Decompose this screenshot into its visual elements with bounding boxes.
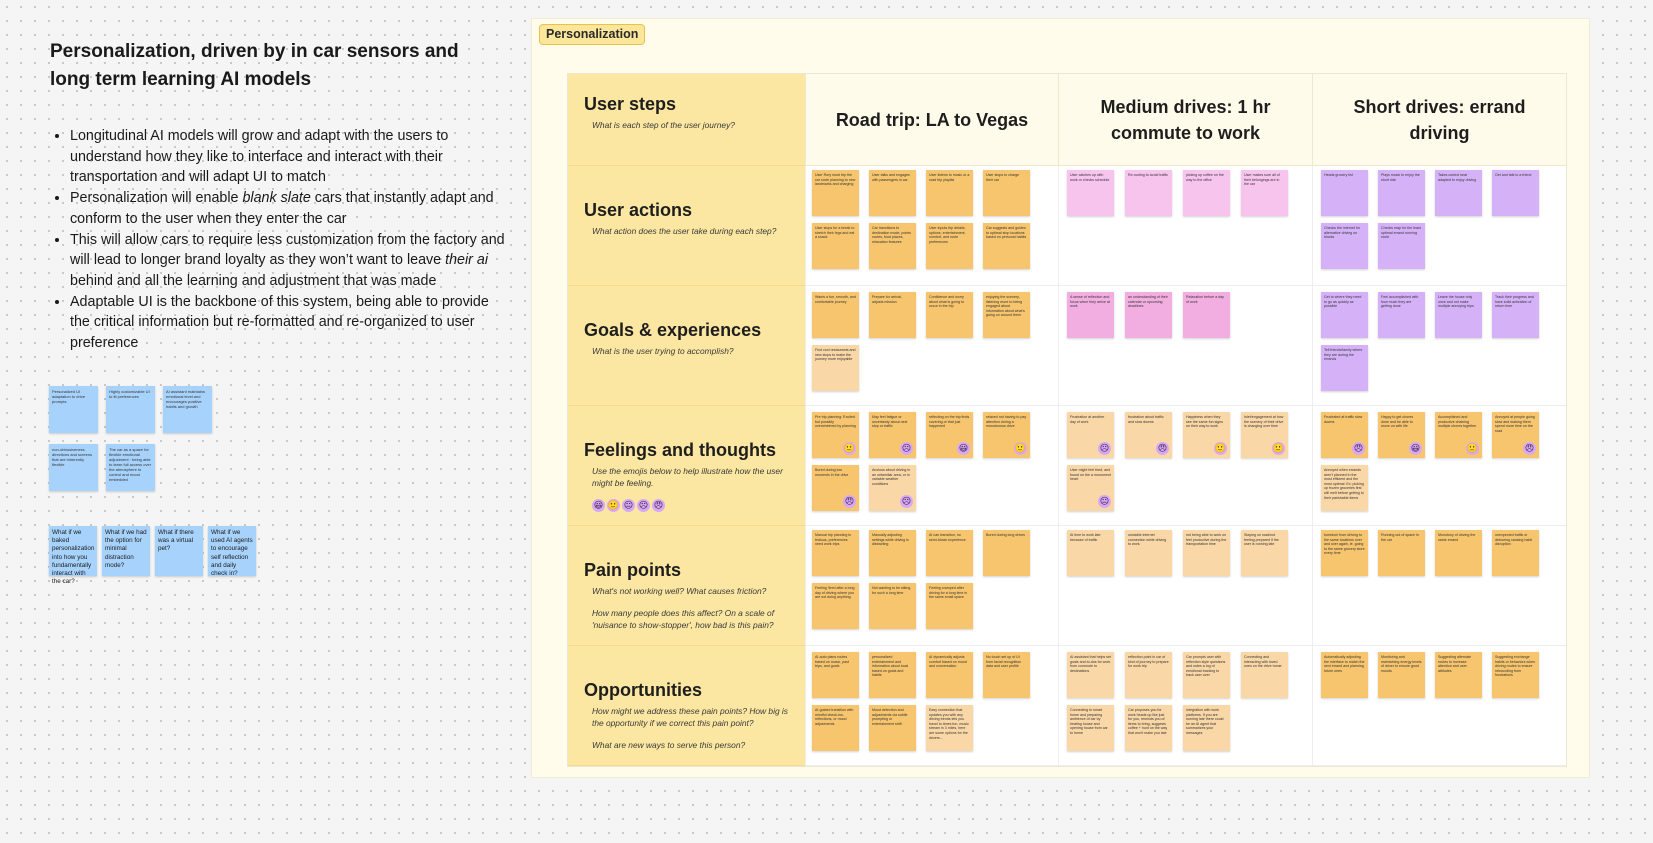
sticky-note[interactable] bbox=[1241, 170, 1288, 216]
sticky-note[interactable] bbox=[1125, 292, 1172, 338]
sticky-note[interactable] bbox=[1378, 170, 1425, 216]
sticky-note-text: AI-auto plans routes based on music, past trips, and goals bbox=[815, 655, 849, 669]
journey-cell bbox=[805, 406, 1058, 526]
row-header-subtitle: What action does the user take during each step? bbox=[592, 226, 777, 236]
sticky-note-text: Bored during long drives bbox=[986, 533, 1025, 537]
sticky-note-text: Heads grocery list bbox=[1324, 173, 1353, 177]
sticky-note-text: Suggesting exchange habits or behaviors when driving routes to ensure rebounding from frustrations bbox=[1495, 655, 1535, 678]
sticky-note-text: Running out of space in the car bbox=[1381, 533, 1419, 542]
sticky-note-text: boredom from driving to the same locations over and over again, ie. going to the same grocery store every time bbox=[1324, 533, 1365, 556]
emoji-sticker-icon[interactable]: 😐 bbox=[1099, 496, 1110, 506]
sticky-note[interactable] bbox=[869, 170, 916, 216]
question-sticky-note[interactable]: What if we used AI agents to encourage self reflection and daily check in? bbox=[208, 526, 256, 576]
sticky-note[interactable] bbox=[926, 412, 973, 458]
sticky-note-text: User stops to charge their car bbox=[986, 173, 1020, 182]
sticky-note[interactable] bbox=[1435, 170, 1482, 216]
sticky-note-text: Leave the house only once and not make multiple annoying trips bbox=[1438, 295, 1474, 309]
row-header-title: Feelings and thoughts bbox=[584, 440, 776, 460]
journey-cell bbox=[805, 526, 1058, 646]
sticky-note-text: Feeling 'tired after a long day of driving where you are not doing anything bbox=[815, 586, 855, 600]
emoji-sticker-icon[interactable]: 😠 bbox=[1157, 443, 1168, 453]
question-sticky-note[interactable]: What if we had the option for minimal distraction mode? bbox=[102, 526, 150, 576]
sticky-note[interactable] bbox=[1435, 292, 1482, 338]
intro-bullet-list bbox=[50, 126, 510, 354]
emoji-sticker-icon[interactable]: 😃 bbox=[958, 443, 969, 453]
row-header-title: Goals & experiences bbox=[584, 320, 762, 340]
sticky-note[interactable] bbox=[926, 705, 973, 751]
sticky-note[interactable] bbox=[812, 223, 859, 269]
column-header: Road trip: LA to Vegas bbox=[805, 74, 1058, 166]
sticky-note-text: Car prompts user with reflection style questions and notes a log of emotional tracking to track user over bbox=[1186, 655, 1226, 678]
sticky-note-text: Manually adjusting settings while driving is distracting bbox=[872, 533, 909, 547]
sticky-note-text: A sense of reflection and focus when they arrive at work bbox=[1070, 295, 1110, 309]
sticky-note[interactable] bbox=[983, 292, 1030, 338]
sticky-note[interactable] bbox=[1492, 292, 1539, 338]
sticky-note-text: Checks the internet for alternative driving on blocks bbox=[1324, 226, 1361, 240]
emoji-sticker-icon[interactable]: 🙂 bbox=[1214, 443, 1227, 453]
sticky-note[interactable] bbox=[1067, 170, 1114, 216]
row-header-user-steps bbox=[568, 74, 805, 166]
sticky-note-text: personalized entertainment and information about local based on goals and habits bbox=[872, 655, 909, 678]
sticky-note[interactable] bbox=[983, 652, 1030, 698]
sticky-note[interactable] bbox=[812, 465, 859, 511]
sticky-note[interactable] bbox=[869, 530, 916, 576]
sticky-note-text: not being able to work on feel productive during the transportation time bbox=[1186, 533, 1227, 547]
sticky-note[interactable] bbox=[1435, 530, 1482, 576]
sticky-note-text: AI can transition, no semi-blown experience bbox=[929, 533, 966, 542]
intro-bullet bbox=[70, 292, 510, 354]
journey-cell bbox=[1058, 286, 1312, 406]
emoji-sticker-icon[interactable]: 😠 bbox=[1353, 443, 1364, 453]
journey-cell bbox=[1058, 166, 1312, 286]
sticky-note[interactable]: AI assistant maintains emotional level and encourages positive habits and growth bbox=[163, 386, 212, 433]
sticky-note-text: Feeling cramped after driving for a long time in the same small space bbox=[929, 586, 968, 600]
emoji-sticker-icon[interactable]: 😠 bbox=[653, 500, 664, 510]
sticky-note-text: Happy to get chores done and be able to move on with life bbox=[1381, 415, 1414, 429]
sticky-note-text: User catches up with work or checks schedule bbox=[1070, 173, 1110, 182]
page-title: Personalization, driven by in car sensors and long term learning AI models bbox=[50, 41, 459, 90]
sticky-note[interactable] bbox=[1183, 652, 1230, 698]
sticky-note-text: AI-guided transition with mindful check-ins, reflections, or mood adjustments bbox=[815, 708, 854, 726]
sticky-note[interactable] bbox=[983, 530, 1030, 576]
sticky-note-text: Tell friends/family where they are during the errands bbox=[1324, 348, 1363, 362]
emoji-sticker-icon[interactable]: ☹ bbox=[638, 500, 649, 510]
sticky-note-text: Not wanting to be sitting for such a long time bbox=[872, 586, 911, 595]
emoji-sticker-icon[interactable]: ☹ bbox=[901, 443, 912, 453]
intro-bullet bbox=[70, 126, 510, 188]
sticky-note-text: Car transitions to destination mode, points routes, food places, relaxation features bbox=[872, 226, 911, 244]
sticky-note[interactable] bbox=[812, 530, 859, 576]
sticky-note-text: Plays music to enjoy the short ride bbox=[1381, 173, 1420, 182]
sticky-note[interactable] bbox=[869, 652, 916, 698]
sticky-note-text: AI assistant that helps set goals and to-dos for work from commute to destinations bbox=[1070, 655, 1111, 673]
sticky-note-text: Automatically adjusting the interface to match the next errand and planning future ones bbox=[1324, 655, 1365, 673]
question-sticky-note[interactable]: What if there was a virtual pet? bbox=[155, 526, 203, 576]
row-header-subtitle: What's not working well? What causes friction? bbox=[592, 586, 767, 596]
sticky-note[interactable] bbox=[1067, 530, 1114, 576]
sticky-note[interactable] bbox=[1241, 530, 1288, 576]
row-header-subtitle: What is each step of the user journey? bbox=[592, 120, 735, 130]
sticky-note[interactable] bbox=[1183, 530, 1230, 576]
sticky-note-text: frustration about traffic and slow downs bbox=[1128, 415, 1164, 424]
sticky-note[interactable] bbox=[926, 583, 973, 629]
emoji-sticker-icon[interactable]: 🙂 bbox=[1272, 443, 1285, 453]
bullet-text: Longitudinal AI models will grow and adapt with the users to understand how they like to interface and interact with their transportation and will adapt UI to match bbox=[70, 128, 449, 186]
sticky-note[interactable]: Personalized UI adaptation to drive prompts bbox=[49, 386, 98, 433]
sticky-note-text: Monotony of driving the same errand bbox=[1438, 533, 1476, 542]
sticky-note[interactable] bbox=[1125, 530, 1172, 576]
sticky-note-text: Anxious about driving in an unfamiliar area, or in variable weather conditions bbox=[872, 468, 911, 486]
sticky-note-text: Checks map for the least optimal errand running route bbox=[1381, 226, 1421, 240]
sticky-note[interactable] bbox=[926, 652, 973, 698]
emoji-sticker-icon[interactable]: 🙂 bbox=[607, 500, 620, 510]
sticky-note-text: Car proposes you for work heads up like just for you, reminds you of items to bring, suggests coffee + hunt on the way that won't make you late bbox=[1128, 708, 1168, 735]
sticky-note[interactable] bbox=[1321, 345, 1368, 391]
sticky-note[interactable] bbox=[869, 412, 916, 458]
sticky-note[interactable] bbox=[1125, 652, 1172, 698]
sticky-note-text: No touch set up of UI from facial recognition data and user profile bbox=[986, 655, 1022, 669]
sticky-note-text: Connecting and interacting with loved ones on the drive home bbox=[1244, 655, 1282, 669]
row-header-subtitle: What is the user trying to accomplish? bbox=[592, 346, 734, 356]
emoji-sticker-icon[interactable]: 😃 bbox=[1410, 443, 1421, 453]
emoji-sticker-icon[interactable]: 😠 bbox=[1524, 443, 1535, 453]
sticky-note-text: Get and talk to a friend bbox=[1495, 173, 1532, 177]
sticky-note-text: User talks and engages with passengers in car bbox=[872, 173, 910, 182]
sticky-note-text: Re-routing to avoid traffic bbox=[1128, 173, 1169, 177]
row-header-feelings-and-thoughts bbox=[568, 406, 805, 526]
column-header: Short drives: errand driving bbox=[1312, 74, 1566, 166]
emoji-sticker-icon[interactable]: 😃 bbox=[593, 500, 604, 510]
question-sticky-note[interactable]: What if we baked personalization into how you fundamentally interact with the car? bbox=[49, 526, 97, 576]
row-header-subtitle: Use the emojis below to help illustrate how the user might be feeling. bbox=[592, 466, 783, 488]
sticky-note[interactable] bbox=[1321, 465, 1368, 511]
sticky-note-text: Happiness when they see the same fun signs on their way to work bbox=[1186, 415, 1223, 429]
row-header-pain-points bbox=[568, 526, 805, 646]
sticky-note-text: reflecting on the trip finds covering or that just happened bbox=[929, 415, 970, 429]
row-header-goals-experiences bbox=[568, 286, 805, 406]
sticky-note[interactable] bbox=[1183, 292, 1230, 338]
sticky-note[interactable] bbox=[1125, 705, 1172, 751]
sticky-note[interactable] bbox=[812, 170, 859, 216]
sticky-note[interactable] bbox=[1067, 705, 1114, 751]
sticky-note[interactable] bbox=[1321, 292, 1368, 338]
sticky-note-text: Annoyed at people going slow and making them spend more time on the road bbox=[1495, 415, 1535, 433]
row-header-subtitle: How might we address these pain points? How big is the opportunity if we correct this pain point? bbox=[592, 706, 788, 728]
sticky-note-text: Accomplished and productive chaining multiple chores together bbox=[1438, 415, 1477, 429]
row-header-title: User actions bbox=[584, 200, 693, 220]
sticky-note-text: an understanding of their calendar or upcoming deadlines bbox=[1128, 295, 1168, 309]
bullet-text: This will allow cars to require less customization from the factory and will lead to longer brand loyalty as they won’t want to leave bbox=[70, 231, 505, 269]
sticky-note-text: Prepare for arrival, adjusts mission bbox=[872, 295, 902, 304]
bullet-emphasis: blank slate bbox=[242, 190, 311, 207]
sticky-note-text: Bored during low moments in the drive bbox=[815, 468, 849, 477]
sticky-note[interactable] bbox=[1067, 412, 1114, 458]
sticky-note[interactable] bbox=[812, 705, 859, 751]
sticky-note-text: Easy connection that updates you with any driving trends lets you travel to times fun, music stream in 3 miles, here are some options for the drivers... bbox=[929, 708, 969, 740]
sticky-note-text: Track their progress and have solid activation of return time bbox=[1495, 295, 1534, 309]
sticky-note-text: User inputs trip details, options, entertainment, comfort, and route preferences bbox=[929, 226, 966, 244]
sticky-note[interactable] bbox=[983, 223, 1030, 269]
sticky-note-text: Inlet/engagement at how the scenery of their drive is changing over time bbox=[1244, 415, 1284, 429]
sticky-note-text: Takes control seat adapted to enjoy driving bbox=[1438, 173, 1477, 182]
journey-cell bbox=[1058, 526, 1312, 646]
intro-bullet bbox=[70, 230, 510, 292]
bullet-text: Adaptable UI is the backbone of this system, being able to provide the critical information but re-formatted and re-organized to user preference bbox=[70, 293, 489, 352]
row-header-subtitle: What are new ways to serve this person? bbox=[592, 740, 746, 750]
sticky-note-text: reflection point in car of kind of journey to prepare for work trip bbox=[1128, 655, 1169, 669]
emoji-sticker-icon[interactable]: ☹ bbox=[901, 496, 912, 506]
journey-cell bbox=[1058, 646, 1312, 766]
sticky-note-text: Pre trip planning: Excited but possibly overwhelmed by planning bbox=[815, 415, 856, 429]
sticky-note[interactable] bbox=[1435, 412, 1482, 458]
sticky-note[interactable] bbox=[1321, 223, 1368, 269]
sticky-note-text: User makes sure all of their belongings are in the car bbox=[1244, 173, 1280, 187]
emoji-sticker-icon[interactable]: 🙂 bbox=[1466, 443, 1479, 453]
sticky-note-text: unstable internet connection while driving to work bbox=[1128, 533, 1167, 547]
sticky-note[interactable]: non-obtrusiveness directions and screens that are inherently flexible bbox=[49, 444, 98, 491]
bullet-text: behind and all the learning and adjustment that was made bbox=[70, 272, 437, 289]
sticky-note-text: User listens to music or a road trip playlist bbox=[929, 173, 970, 182]
column-header: Medium drives: 1 hr commute to work bbox=[1058, 74, 1312, 166]
sticky-note-text: Relaxation before a day of work bbox=[1186, 295, 1224, 304]
sticky-note[interactable] bbox=[812, 583, 859, 629]
sticky-note[interactable] bbox=[1378, 530, 1425, 576]
sticky-note[interactable] bbox=[812, 345, 859, 391]
sticky-note[interactable] bbox=[926, 530, 973, 576]
sticky-note[interactable]: The car as a space for flexible emotional adjustment · being able to learn full access over the atmosphere to control and mood embedded bbox=[106, 444, 155, 491]
sticky-note[interactable] bbox=[812, 652, 859, 698]
emoji-legend bbox=[592, 499, 791, 512]
intro-bullet bbox=[70, 188, 510, 229]
journey-cell bbox=[1312, 166, 1566, 286]
sticky-note[interactable] bbox=[1183, 412, 1230, 458]
sticky-note-text: Manual trip planning is tedious, preferences need work trips bbox=[815, 533, 851, 547]
sticky-note[interactable] bbox=[926, 170, 973, 216]
sticky-note-text: Frustration at another day of work bbox=[1070, 415, 1105, 424]
journey-cell bbox=[805, 646, 1058, 766]
section-label[interactable]: Personalization bbox=[539, 24, 645, 45]
sticky-note[interactable] bbox=[1067, 465, 1114, 511]
emoji-sticker-icon[interactable]: 😐 bbox=[623, 500, 634, 510]
sticky-note[interactable] bbox=[1378, 292, 1425, 338]
sticky-note-text: User stops for a break to stretch their legs and eat a snack bbox=[815, 226, 855, 240]
sticky-note-text: Wants a fun, smooth, and comfortable journey bbox=[815, 295, 856, 304]
journey-cell bbox=[805, 286, 1058, 406]
sticky-note-text: Car suggests and guides to optimal stop locations based on personal habits bbox=[986, 226, 1027, 240]
sticky-note[interactable] bbox=[1241, 412, 1288, 458]
sticky-note[interactable] bbox=[1321, 530, 1368, 576]
row-header-title: User steps bbox=[584, 94, 677, 114]
journey-cell bbox=[1312, 286, 1566, 406]
sticky-note-text: enjoying the scenery, listening more to being engaged about information about what's going on around them bbox=[986, 295, 1025, 318]
sticky-note[interactable]: Highly customizable UI to fit preferences bbox=[106, 386, 155, 433]
sticky-note-text: Get to where they need to go as quickly as possible bbox=[1324, 295, 1362, 309]
row-header-opportunities bbox=[568, 646, 805, 766]
sticky-note[interactable] bbox=[926, 292, 973, 338]
sticky-note-text: Find cool restaurants and new stops to make the journey more enjoyable bbox=[815, 348, 856, 362]
row-header-subtitle: How many people does this affect? On a scale of 'nuisance to show-stopper', how bad is this pain? bbox=[592, 608, 775, 630]
row-header-title: Pain points bbox=[584, 560, 682, 580]
sticky-note[interactable] bbox=[869, 292, 916, 338]
sticky-note-text: Monitoring and maintaining energy levels of driver to ensure good moods bbox=[1381, 655, 1422, 673]
sticky-note[interactable] bbox=[926, 223, 973, 269]
emoji-sticker-icon[interactable]: 🙂 bbox=[843, 443, 856, 453]
sticky-note[interactable] bbox=[1183, 705, 1230, 751]
sticky-note-text: Confidence and worry about what is going to occur in the trip bbox=[929, 295, 964, 309]
emoji-sticker-icon[interactable]: 😠 bbox=[844, 496, 855, 506]
sticky-note[interactable] bbox=[869, 465, 916, 511]
sticky-note[interactable] bbox=[1378, 412, 1425, 458]
sticky-note[interactable] bbox=[983, 412, 1030, 458]
journey-cell bbox=[1312, 406, 1566, 526]
sticky-note-text: May feel fatigue or uncertainty about next stop or traffic bbox=[872, 415, 908, 429]
sticky-note-text: unexpected traffic or detouring causing habit disruption bbox=[1495, 533, 1533, 547]
sticky-note-text: AI dynamically adjusts comfort based on mood and conversation bbox=[929, 655, 967, 669]
sticky-note[interactable] bbox=[1321, 652, 1368, 698]
sticky-note[interactable] bbox=[1378, 223, 1425, 269]
sticky-note[interactable] bbox=[1378, 652, 1425, 698]
sticky-note[interactable] bbox=[869, 705, 916, 751]
sticky-note-text: AI time to work late because of traffic bbox=[1070, 533, 1101, 542]
sticky-note-text: picking up coffee on the way to the office bbox=[1186, 173, 1224, 182]
bullet-text: Personalization will enable bbox=[70, 190, 243, 207]
bullet-text: cars that instantly adapt and conform to the user when they enter the car bbox=[70, 190, 494, 227]
sticky-note-text: Frustrated at traffic slow downs bbox=[1324, 415, 1363, 424]
sticky-note[interactable] bbox=[1125, 170, 1172, 216]
sticky-note-text: Annoyed when errands aren't planned in the most efficient and the most optimal. Ex: picking up frozen groceries first will melt before getting to their parishable items bbox=[1324, 468, 1364, 500]
sticky-note[interactable] bbox=[1183, 170, 1230, 216]
emoji-sticker-icon[interactable]: 🙂 bbox=[1014, 443, 1027, 453]
sticky-note[interactable] bbox=[1492, 412, 1539, 458]
sticky-note[interactable] bbox=[1067, 652, 1114, 698]
sticky-note-text: Staying on road/not feeling prepared if the user is running late bbox=[1244, 533, 1279, 547]
sticky-note[interactable] bbox=[1492, 170, 1539, 216]
row-header-user-actions bbox=[568, 166, 805, 286]
sticky-note-text: User Rory must trip the car route planning to new landmarks and charging bbox=[815, 173, 856, 187]
journey-cell bbox=[1312, 646, 1566, 766]
sticky-note[interactable] bbox=[1125, 412, 1172, 458]
bullet-emphasis: their ai bbox=[445, 252, 489, 269]
journey-map-grid bbox=[567, 73, 1567, 767]
sticky-note[interactable] bbox=[1241, 652, 1288, 698]
emoji-sticker-icon[interactable]: ☹ bbox=[1099, 443, 1110, 453]
journey-cell bbox=[1058, 406, 1312, 526]
sticky-note[interactable] bbox=[1321, 170, 1368, 216]
sticky-note[interactable] bbox=[812, 292, 859, 338]
sticky-note-text: User might feel tired, and found on the a monument heart bbox=[1070, 468, 1111, 482]
sticky-note-text: Feel accomplished with how much they are getting done bbox=[1381, 295, 1419, 309]
sticky-note[interactable] bbox=[869, 223, 916, 269]
sticky-note[interactable] bbox=[1067, 292, 1114, 338]
journey-cell bbox=[1312, 526, 1566, 646]
sticky-note-text: relaxed not having to pay attention during a monotonous drive bbox=[986, 415, 1027, 429]
sticky-note[interactable] bbox=[1492, 652, 1539, 698]
row-header-title: Opportunities bbox=[584, 680, 702, 700]
sticky-note-text: Suggesting alternate routes to increase attention and user attitudes bbox=[1438, 655, 1471, 673]
sticky-note[interactable] bbox=[1321, 412, 1368, 458]
sticky-note-text: Mood detection and adjustments via subtle prompting or entertainment shift bbox=[872, 708, 908, 726]
sticky-note-text: Integration with work platforms. If you are running late there could be an AI agent that summarizes your messages bbox=[1186, 708, 1224, 735]
sticky-note[interactable] bbox=[812, 412, 859, 458]
sticky-note[interactable] bbox=[1435, 652, 1482, 698]
sticky-note[interactable] bbox=[1492, 530, 1539, 576]
sticky-note-text: Connecting to smart home and preparing ambience of car by heating house and opening house from car to home bbox=[1070, 708, 1108, 735]
sticky-note[interactable] bbox=[869, 583, 916, 629]
journey-cell bbox=[805, 166, 1058, 286]
sticky-note[interactable] bbox=[983, 170, 1030, 216]
